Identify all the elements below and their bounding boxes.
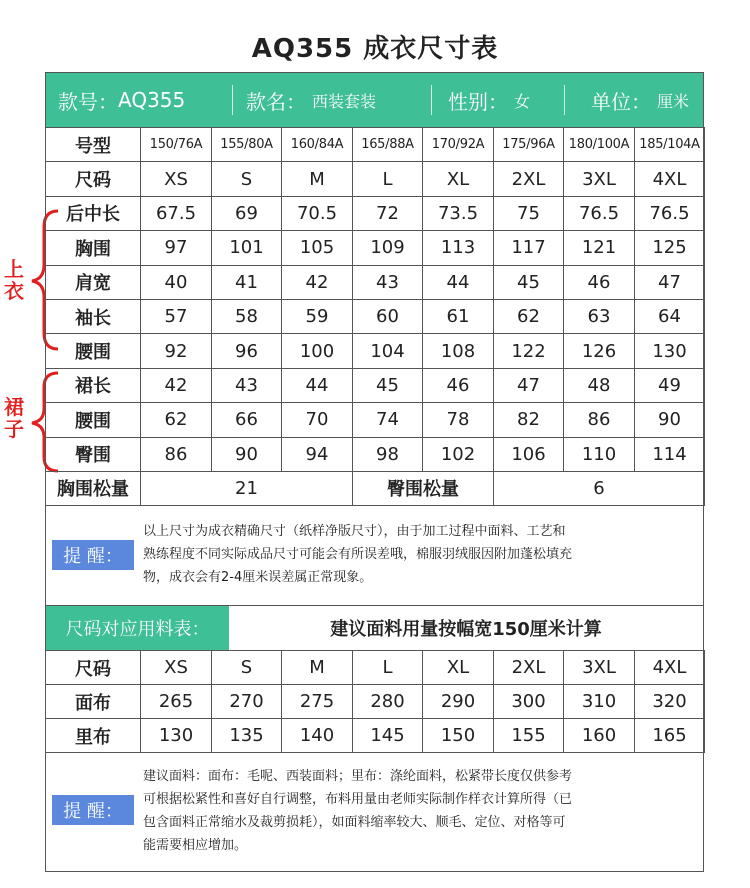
size-cell: 76.5 — [564, 196, 635, 230]
size-cell: 66 — [212, 403, 282, 437]
size-row-label: 肩宽 — [46, 265, 141, 299]
size-cell: 82 — [494, 403, 564, 437]
size-cell: XS — [141, 162, 212, 196]
hip-ease-value: 6 — [494, 471, 705, 505]
size-cell: 46 — [423, 368, 494, 402]
fabric-cell: XL — [423, 651, 494, 685]
fabric-row — [46, 651, 705, 685]
header-divider — [431, 85, 432, 115]
fabric-row-label: 里布 — [46, 719, 141, 753]
size-cell: 175/96A — [494, 128, 564, 162]
size-cell: 2XL — [494, 162, 564, 196]
size-cell: 114 — [635, 437, 705, 471]
size-cell: 185/104A — [635, 128, 705, 162]
notice-line: 能需要相应增加。 — [143, 838, 248, 853]
size-cell: 130 — [635, 334, 705, 368]
size-row — [46, 334, 705, 368]
notice-line: 以上尺寸为成衣精确尺寸（纸样净版尺寸），由于加工过程中面料、工艺和 — [143, 524, 566, 539]
size-table — [45, 127, 705, 506]
fabric-row-label: 尺码 — [46, 651, 141, 685]
fabric-cell: 4XL — [635, 651, 705, 685]
fabric-section-tag: 尺码对应用料表： — [46, 606, 229, 650]
fabric-cell: 155 — [494, 719, 564, 753]
size-cell: 122 — [494, 334, 564, 368]
size-cell: 155/80A — [212, 128, 282, 162]
size-row-label: 裙长 — [46, 368, 141, 402]
size-cell: 94 — [282, 437, 353, 471]
size-cell: 46 — [564, 265, 635, 299]
size-cell: 44 — [282, 368, 353, 402]
size-cell: 43 — [212, 368, 282, 402]
size-cell: 48 — [564, 368, 635, 402]
size-cell: 180/100A — [564, 128, 635, 162]
chest-ease-value: 21 — [141, 471, 353, 505]
size-cell: 70.5 — [282, 196, 353, 230]
size-cell: 74 — [353, 403, 423, 437]
gender-label: 性别： — [448, 89, 508, 114]
size-cell: 150/76A — [141, 128, 212, 162]
size-cell: 47 — [494, 368, 564, 402]
fabric-cell: 130 — [141, 719, 212, 753]
size-cell: 97 — [141, 231, 212, 265]
size-cell: 59 — [282, 299, 353, 333]
size-cell: 100 — [282, 334, 353, 368]
size-cell: 44 — [423, 265, 494, 299]
size-cell: 3XL — [564, 162, 635, 196]
notice-text-2 — [143, 765, 572, 857]
size-row — [46, 231, 705, 265]
size-cell: 101 — [212, 231, 282, 265]
fabric-cell: 310 — [564, 685, 635, 719]
fabric-cell: 165 — [635, 719, 705, 753]
size-sheet — [45, 72, 704, 872]
size-row-label: 号型 — [46, 128, 141, 162]
fabric-cell: 135 — [212, 719, 282, 753]
hip-ease-label: 臀围松量 — [353, 471, 494, 505]
size-cell: 40 — [141, 265, 212, 299]
fabric-cell: 300 — [494, 685, 564, 719]
size-cell: 121 — [564, 231, 635, 265]
size-cell: 125 — [635, 231, 705, 265]
style-no-value: AQ355 — [118, 88, 186, 112]
style-no-label: 款号： — [58, 89, 118, 114]
size-cell: 47 — [635, 265, 705, 299]
size-cell: 90 — [212, 437, 282, 471]
skirt-side-label-text: 裙子 — [4, 395, 24, 441]
fabric-table — [45, 650, 705, 753]
size-row — [46, 368, 705, 402]
size-cell: 4XL — [635, 162, 705, 196]
sheet-header — [46, 73, 703, 127]
size-row — [46, 299, 705, 333]
fabric-cell: M — [282, 651, 353, 685]
size-row — [46, 403, 705, 437]
fabric-cell: S — [212, 651, 282, 685]
size-cell: 110 — [564, 437, 635, 471]
size-row-label: 后中长 — [46, 196, 141, 230]
size-cell: 109 — [353, 231, 423, 265]
size-cell: 62 — [141, 403, 212, 437]
size-row — [46, 128, 705, 162]
top-side-label-text: 上衣 — [4, 257, 24, 303]
size-cell: 117 — [494, 231, 564, 265]
size-cell: 42 — [282, 265, 353, 299]
size-cell: 63 — [564, 299, 635, 333]
size-cell: 78 — [423, 403, 494, 437]
size-cell: 105 — [282, 231, 353, 265]
notice-text-1 — [143, 520, 572, 589]
size-cell: 43 — [353, 265, 423, 299]
size-cell: 60 — [353, 299, 423, 333]
notice-box-1 — [46, 506, 703, 606]
size-cell: 170/92A — [423, 128, 494, 162]
notice-line: 可根据松紧性和喜好自行调整，布料用量由老师实际制作样衣计算所得（已 — [143, 792, 573, 807]
fabric-cell: 275 — [282, 685, 353, 719]
size-cell: 41 — [212, 265, 282, 299]
fabric-cell: 145 — [353, 719, 423, 753]
style-name-label: 款名： — [246, 89, 306, 114]
size-row-label: 袖长 — [46, 299, 141, 333]
fabric-cell: 270 — [212, 685, 282, 719]
size-row-label: 臀围 — [46, 437, 141, 471]
notice-line: 熟练程度不同实际成品尺寸可能会有所误差哦，棉服羽绒服因附加蓬松填充 — [143, 547, 573, 562]
chest-ease-label: 胸围松量 — [46, 471, 141, 505]
size-cell: 104 — [353, 334, 423, 368]
size-cell: 64 — [635, 299, 705, 333]
size-cell: 69 — [212, 196, 282, 230]
size-cell: 75 — [494, 196, 564, 230]
size-cell: 86 — [141, 437, 212, 471]
size-cell: 62 — [494, 299, 564, 333]
notice-tag-2: 提 醒： — [52, 795, 134, 825]
unit-label: 单位： — [591, 89, 651, 114]
fabric-cell: 140 — [282, 719, 353, 753]
size-cell: L — [353, 162, 423, 196]
page-title: AQ355 成衣尺寸表 — [251, 34, 499, 64]
fabric-section-header — [46, 606, 703, 651]
size-cell: 76.5 — [635, 196, 705, 230]
fabric-row-label: 面布 — [46, 685, 141, 719]
ease-row — [46, 471, 705, 505]
style-name-value: 西装套装 — [312, 91, 377, 111]
size-cell: XL — [423, 162, 494, 196]
fabric-cell: 150 — [423, 719, 494, 753]
gender — [448, 73, 530, 127]
size-cell: 58 — [212, 299, 282, 333]
unit-value: 厘米 — [657, 91, 690, 111]
fabric-cell: 2XL — [494, 651, 564, 685]
size-cell: 108 — [423, 334, 494, 368]
size-row — [46, 162, 705, 196]
fabric-section-title: 建议面料用量按幅宽150厘米计算 — [330, 619, 602, 640]
size-cell: 57 — [141, 299, 212, 333]
notice-line: 物，成衣会有2-4厘米误差属正常现象。 — [143, 570, 373, 585]
notice-tag-1: 提 醒： — [52, 540, 134, 570]
style-name — [246, 73, 376, 127]
size-cell: 86 — [564, 403, 635, 437]
fabric-cell: 290 — [423, 685, 494, 719]
fabric-cell: 160 — [564, 719, 635, 753]
header-divider — [232, 85, 233, 115]
fabric-cell: XS — [141, 651, 212, 685]
size-cell: 126 — [564, 334, 635, 368]
header-divider — [564, 85, 565, 115]
size-cell: 90 — [635, 403, 705, 437]
notice-line: 包含面料正常缩水及裁剪损耗），如面料缩率较大、顺毛、定位、对格等可 — [143, 815, 566, 830]
size-cell: 102 — [423, 437, 494, 471]
size-row-label: 尺码 — [46, 162, 141, 196]
size-cell: 45 — [353, 368, 423, 402]
fabric-cell: 3XL — [564, 651, 635, 685]
size-row — [46, 437, 705, 471]
size-cell: 92 — [141, 334, 212, 368]
size-cell: 165/88A — [353, 128, 423, 162]
fabric-row — [46, 685, 705, 719]
size-cell: 67.5 — [141, 196, 212, 230]
fabric-cell: 320 — [635, 685, 705, 719]
size-cell: 70 — [282, 403, 353, 437]
size-cell: 96 — [212, 334, 282, 368]
size-cell: 98 — [353, 437, 423, 471]
size-cell: 113 — [423, 231, 494, 265]
size-row-label: 腰围 — [46, 334, 141, 368]
size-row — [46, 265, 705, 299]
fabric-cell: L — [353, 651, 423, 685]
fabric-cell: 280 — [353, 685, 423, 719]
size-cell: 45 — [494, 265, 564, 299]
size-cell: 160/84A — [282, 128, 353, 162]
size-cell: M — [282, 162, 353, 196]
fabric-row — [46, 719, 705, 753]
size-cell: 72 — [353, 196, 423, 230]
unit — [591, 73, 689, 127]
gender-value: 女 — [514, 91, 531, 111]
fabric-cell: 265 — [141, 685, 212, 719]
size-cell: S — [212, 162, 282, 196]
style-no — [58, 73, 185, 127]
size-row — [46, 196, 705, 230]
size-row-label: 胸围 — [46, 231, 141, 265]
size-cell: 42 — [141, 368, 212, 402]
notice-box-2 — [46, 753, 703, 871]
size-cell: 49 — [635, 368, 705, 402]
size-row-label: 腰围 — [46, 403, 141, 437]
size-cell: 73.5 — [423, 196, 494, 230]
notice-line: 建议面料：面布：毛呢、西装面料；里布：涤纶面料，松紧带长度仅供参考 — [143, 769, 573, 784]
size-cell: 61 — [423, 299, 494, 333]
size-cell: 106 — [494, 437, 564, 471]
